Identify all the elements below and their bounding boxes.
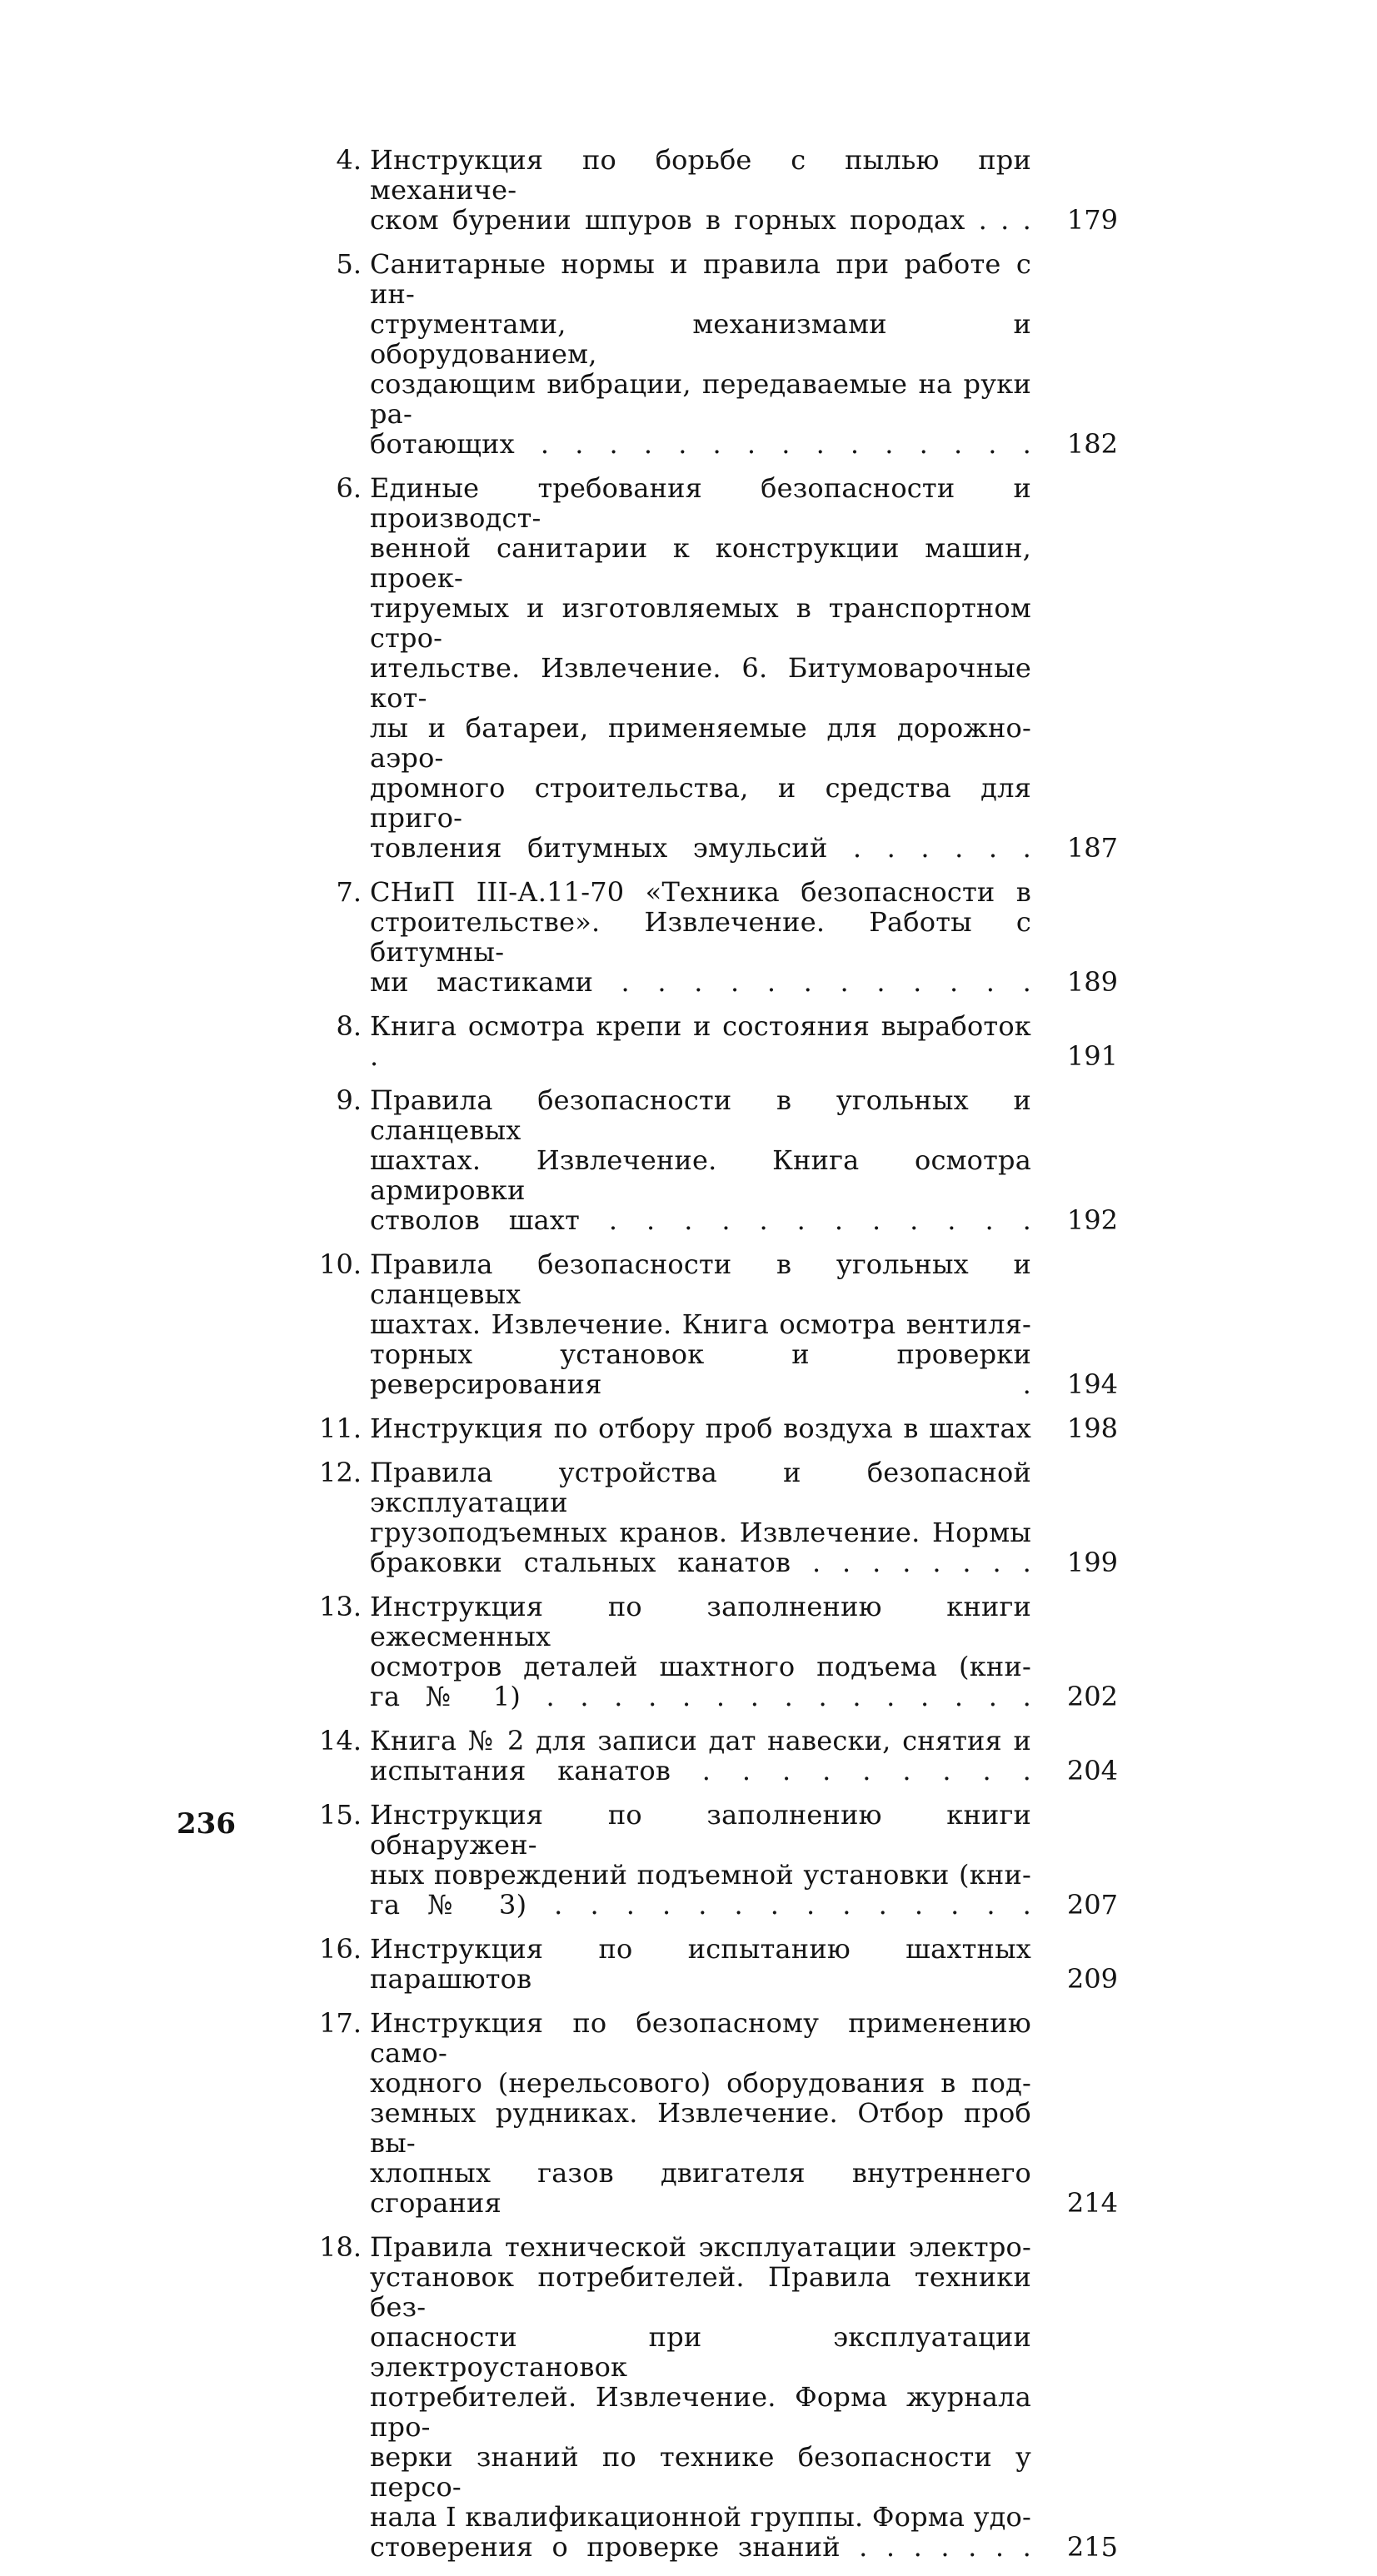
toc-entry-page: 204 <box>1066 1755 1118 1786</box>
toc-entry-line: товления битумных эмульсий . . . . . . <box>370 832 1031 864</box>
toc-entry-line: струментами, механизмами и оборудованием, <box>370 308 1031 370</box>
toc-entry-line: Инструкция по безопасному применению само- <box>370 2007 1031 2069</box>
toc-entry-title <box>370 1085 1031 1235</box>
toc-entry-title <box>370 249 1031 459</box>
toc-entry-line: осмотров деталей шахтного подъема (кни- <box>370 1651 1031 1682</box>
toc-entry-line: Книга № 2 для записи дат навески, снятия и <box>370 1725 1031 1756</box>
toc-entry-page: 194 <box>1066 1368 1118 1400</box>
toc-entry-line: Единые требования безопасности и производст- <box>370 472 1031 534</box>
toc-entry-line: Санитарные нормы и правила при работе с ин- <box>370 248 1031 310</box>
toc-entry-line: стволов шахт . . . . . . . . . . . . <box>370 1204 1031 1236</box>
toc-entry-title <box>370 1592 1031 1712</box>
toc-entry-line: потребителей. Извлечение. Форма журнала про- <box>370 2381 1031 2443</box>
toc-entry-page: 207 <box>1066 1889 1118 1921</box>
toc-entry-number: 18. <box>319 2231 362 2263</box>
toc-entry <box>315 2008 1118 2218</box>
toc-entry-line: лы и батареи, применяемые для дорожно-аэро- <box>370 712 1031 774</box>
toc-entry-line: ми мастиками . . . . . . . . . . . . <box>370 966 1031 998</box>
toc-entry <box>315 249 1118 459</box>
toc-entry-line: торных установок и проверки реверсирования . <box>370 1338 1031 1400</box>
toc-entry-page: 202 <box>1066 1681 1118 1712</box>
toc-entry-page: 191 <box>1066 1040 1118 1072</box>
toc-entry <box>315 2232 1118 2562</box>
toc-entry-page: 215 <box>1066 2531 1118 2563</box>
toc-entry-line: Инструкция по борьбе с пылью при механиче- <box>370 144 1031 206</box>
toc-entry <box>315 1934 1118 1994</box>
toc-entry-line: венной санитарии к конструкции машин, проек- <box>370 532 1031 594</box>
toc-entry-title <box>370 1800 1031 1920</box>
toc-entry-line: Правила технической эксплуатации электро- <box>370 2231 1031 2263</box>
toc-entry-title <box>370 1011 1031 1071</box>
toc-entry-line: создающим вибрации, передаваемые на руки ра- <box>370 368 1031 430</box>
toc-entry <box>315 877 1118 997</box>
toc-entry-number: 11. <box>319 1413 362 1444</box>
toc-entry-line: грузоподъемных кранов. Извлечение. Нормы <box>370 1517 1031 1548</box>
toc-entry-number: 8. <box>336 1010 362 1042</box>
page-number: 236 <box>177 1807 236 1841</box>
toc-entry-number: 10. <box>319 1248 362 1280</box>
toc-entry-line: Правила безопасности в угольных и сланцевых <box>370 1248 1031 1310</box>
toc-entry-page: 209 <box>1066 1963 1118 1995</box>
toc-entry-line: Книга осмотра крепи и состояния выработок . <box>370 1010 1031 1072</box>
toc-entry-title <box>370 1726 1031 1786</box>
toc-entry-page: 199 <box>1066 1547 1118 1578</box>
toc-entry-page: 182 <box>1066 428 1118 460</box>
toc-entry-line: стоверения о проверке знаний . . . . . . . <box>370 2531 1031 2563</box>
toc-entry <box>315 473 1118 863</box>
toc-entry-number: 7. <box>336 876 362 908</box>
toc-entry-page: 179 <box>1066 204 1118 236</box>
toc-entry-line: га № 1) . . . . . . . . . . . . . . . <box>370 1681 1031 1712</box>
toc-entry <box>315 1726 1118 1786</box>
toc-entry-line: дромного строительства, и средства для приго- <box>370 772 1031 834</box>
toc-entry-page: 192 <box>1066 1204 1118 1236</box>
toc-entry-line: браковки стальных канатов . . . . . . . . <box>370 1547 1031 1578</box>
toc-entry-number: 15. <box>319 1799 362 1831</box>
toc-entry-number: 16. <box>319 1933 362 1965</box>
toc-entry-number: 6. <box>336 472 362 504</box>
toc-entry-page: 187 <box>1066 832 1118 864</box>
toc-entry-line: СНиП III-А.11-70 «Техника безопасности в <box>370 876 1031 908</box>
toc-entry-line: ительстве. Извлечение. 6. Битумоварочные кот- <box>370 652 1031 714</box>
toc-entry-number: 13. <box>319 1591 362 1622</box>
toc-entry-line: опасности при эксплуатации электроустановок <box>370 2321 1031 2383</box>
toc-entry-line: Правила безопасности в угольных и сланцевых <box>370 1084 1031 1146</box>
toc-entry-title <box>370 473 1031 863</box>
toc-entry-line: шахтах. Извлечение. Книга осмотра вентиля- <box>370 1308 1031 1340</box>
toc-entry-line: га № 3) . . . . . . . . . . . . . . <box>370 1889 1031 1921</box>
toc-entry-line: ботающих . . . . . . . . . . . . . . . <box>370 428 1031 460</box>
toc-entry-title <box>370 1413 1031 1443</box>
toc-entry-line: ходного (нерельсового) оборудования в под- <box>370 2067 1031 2099</box>
toc-entry-line: нала I квалификационной группы. Форма удо- <box>370 2501 1031 2533</box>
toc-entry-line: Инструкция по испытанию шахтных парашютов <box>370 1933 1031 1995</box>
toc-entry-line: тируемых и изготовляемых в транспортном стро- <box>370 592 1031 654</box>
toc-entry-page: 214 <box>1066 2187 1118 2219</box>
toc-entry-number: 4. <box>336 144 362 176</box>
toc-entry-title <box>370 877 1031 997</box>
toc-entry-line: верки знаний по технике безопасности у персо- <box>370 2441 1031 2503</box>
table-of-contents <box>315 145 1118 2576</box>
toc-entry-title <box>370 2232 1031 2562</box>
toc-entry <box>315 1592 1118 1712</box>
toc-entry-line: ском бурении шпуров в горных породах . . . <box>370 204 1031 236</box>
toc-entry-title <box>370 145 1031 235</box>
toc-entry-title <box>370 2008 1031 2218</box>
toc-entry <box>315 1413 1118 1443</box>
toc-entry-line: Инструкция по отбору проб воздуха в шахтах <box>370 1413 1031 1444</box>
toc-entry <box>315 1011 1118 1071</box>
toc-entry-title <box>370 1934 1031 1994</box>
toc-entry <box>315 145 1118 235</box>
toc-entry-number: 5. <box>336 248 362 280</box>
toc-entry-number: 17. <box>319 2007 362 2039</box>
toc-entry-line: ных повреждений подъемной установки (кни- <box>370 1859 1031 1891</box>
toc-entry-page: 198 <box>1066 1413 1118 1444</box>
toc-entry-line: хлопных газов двигателя внутреннего сгорания <box>370 2157 1031 2219</box>
toc-entry <box>315 1457 1118 1577</box>
toc-entry-line: Инструкция по заполнению книги ежесменных <box>370 1591 1031 1652</box>
toc-entry-number: 14. <box>319 1725 362 1756</box>
toc-entry-title <box>370 1457 1031 1577</box>
toc-entry-line: земных рудниках. Извлечение. Отбор проб вы- <box>370 2097 1031 2159</box>
toc-entry-line: установок потребителей. Правила техники без- <box>370 2261 1031 2323</box>
toc-entry-number: 9. <box>336 1084 362 1116</box>
toc-entry-line: шахтах. Извлечение. Книга осмотра армировки <box>370 1144 1031 1206</box>
toc-entry-line: испытания канатов . . . . . . . . . <box>370 1755 1031 1786</box>
toc-entry-title <box>370 1249 1031 1399</box>
toc-entry-line: Инструкция по заполнению книги обнаружен- <box>370 1799 1031 1861</box>
toc-entry <box>315 1085 1118 1235</box>
toc-entry-line: строительстве». Извлечение. Работы с битумны- <box>370 906 1031 968</box>
toc-entry-line: Правила устройства и безопасной эксплуатации <box>370 1457 1031 1518</box>
toc-entry-page: 189 <box>1066 966 1118 998</box>
toc-entry <box>315 1249 1118 1399</box>
toc-entry-number: 12. <box>319 1457 362 1488</box>
toc-entry <box>315 1800 1118 1920</box>
